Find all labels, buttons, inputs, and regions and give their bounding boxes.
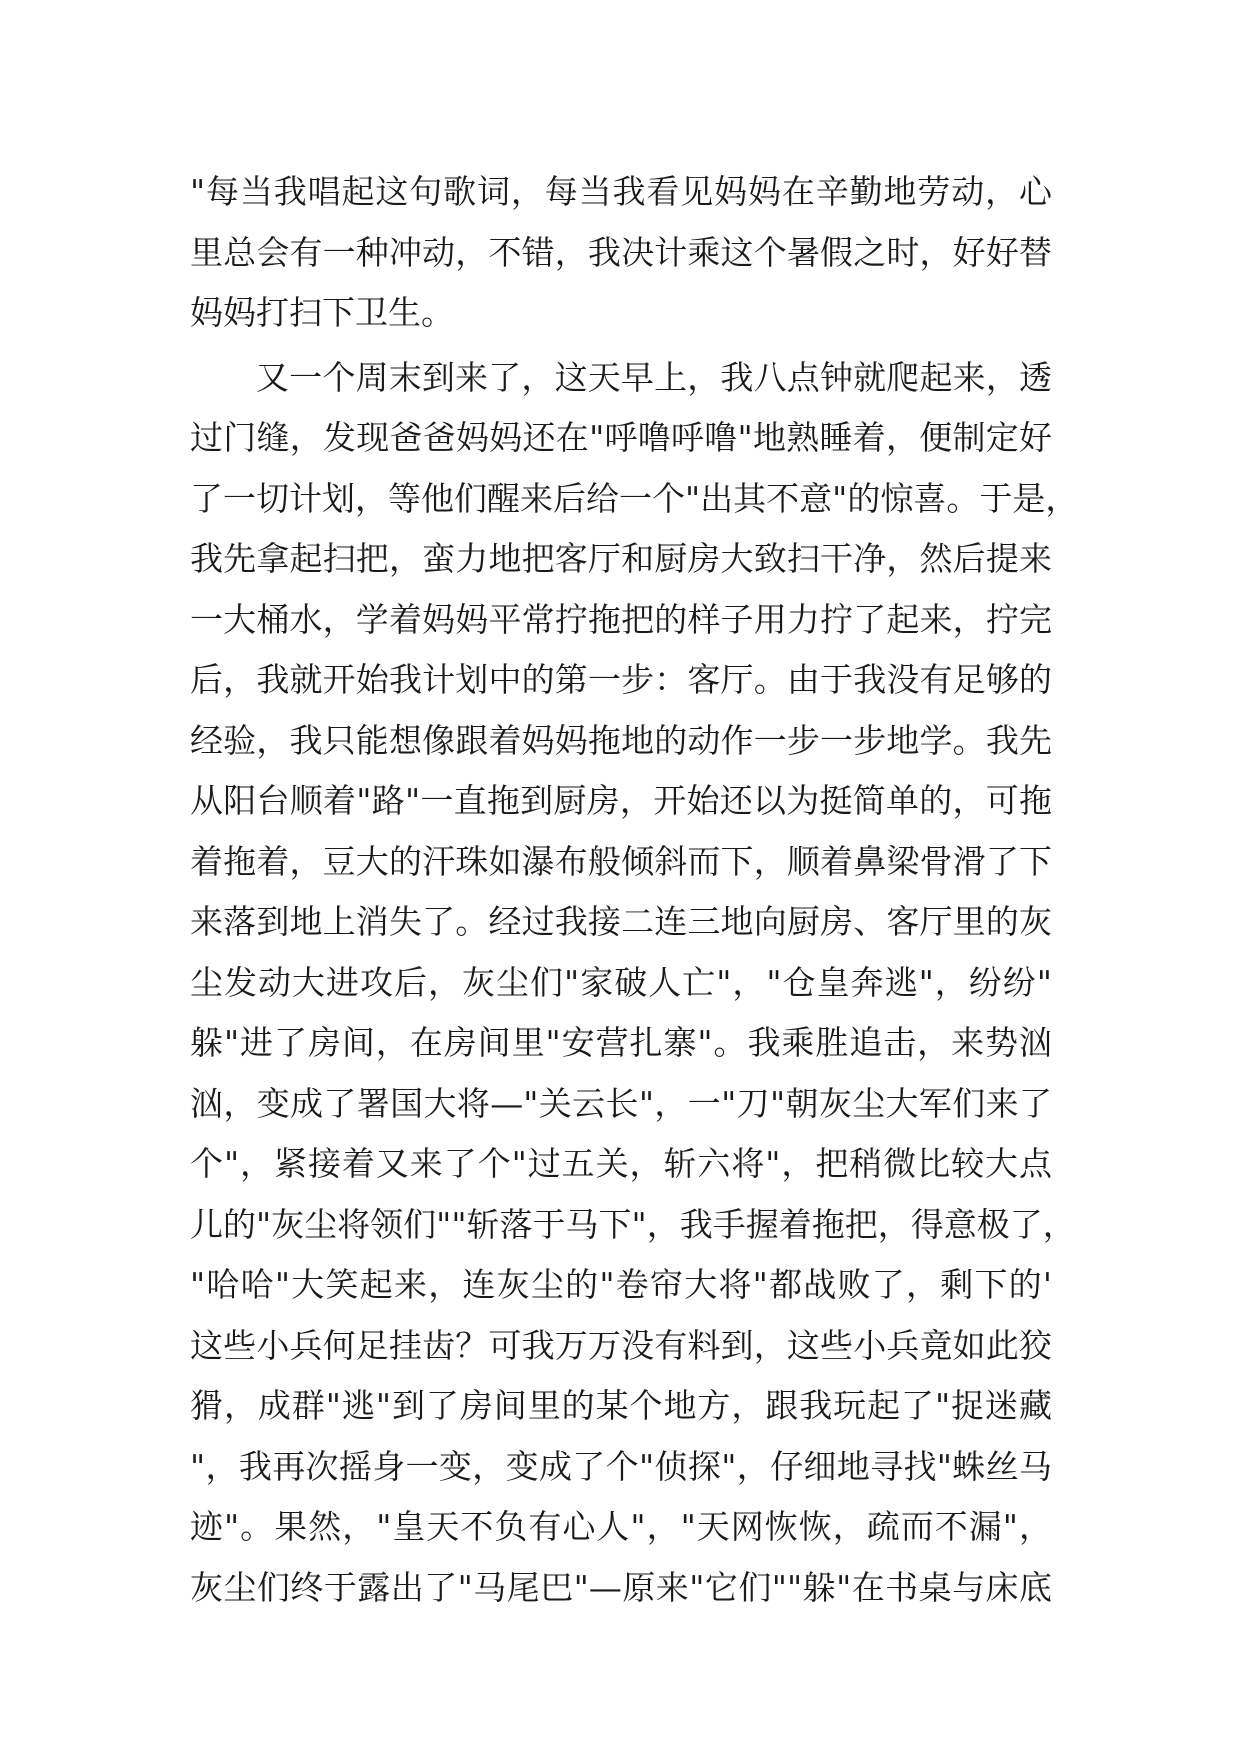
text-line: "，我再次摇身一变，变成了个"侦探"，仔细地寻找"蛛丝马 — [190, 1446, 1052, 1486]
text-line: 汹，变成了署国大将—"关云长"，一"刀"朝灰尘大军们来了 — [190, 1083, 1052, 1123]
paragraph-1 — [190, 162, 1052, 344]
paragraph-2 — [190, 348, 1079, 1619]
text-line: 妈妈打扫下卫生。 — [190, 293, 454, 332]
text-line: 里总会有一种冲动，不错，我决计乘这个暑假之时，好好替 — [190, 232, 1052, 272]
text-line: 着拖着，豆大的汗珠如瀑布般倾斜而下，顺着鼻梁骨滑了下 — [190, 841, 1052, 881]
text-line: 迹"。果然，"皇天不负有心人"，"天网恢恢，疏而不漏"， — [190, 1507, 1052, 1546]
text-line: 经验，我只能想像跟着妈妈拖地的动作一步一步地学。我先 — [190, 720, 1052, 760]
text-line: 猾，成群"逃"到了房间里的某个地方，跟我玩起了"捉迷藏 — [190, 1386, 1052, 1425]
text-line: "每当我唱起这句歌词，每当我看见妈妈在辛勤地劳动，心 — [190, 172, 1052, 211]
text-line: 过门缝，发现爸爸妈妈还在"呼噜呼噜"地熟睡着，便制定好 — [190, 418, 1052, 457]
text-line: 从阳台顺着"路"一直拖到厨房，开始还以为挺简单的，可拖 — [190, 781, 1052, 820]
text-line: 我先拿起扫把，蛮力地把客厅和厨房大致扫干净，然后提来 — [190, 539, 1052, 578]
text-line: 后，我就开始我计划中的第一步：客厅。由于我没有足够的 — [190, 660, 1052, 699]
document-body — [190, 162, 1079, 1618]
text-line: 个"，紧接着又来了个"过五关，斩六将"，把稍微比较大点 — [190, 1144, 1052, 1183]
text-line: 又一个周末到来了，这天早上，我八点钟就爬起来，透 — [256, 357, 1052, 397]
text-line: 尘发动大进攻后，灰尘们"家破人亡"，"仓皇奔逃"，纷纷" — [190, 962, 1052, 1002]
text-line: 这些小兵何足挂齿？可我万万没有料到，这些小兵竟如此狡 — [190, 1325, 1052, 1365]
text-line: 了一切计划，等他们醒来后给一个"出其不意"的惊喜。于是， — [190, 478, 1079, 518]
text-line: 灰尘们终于露出了"马尾巴"—原来"它们""躲"在书桌与床底 — [190, 1567, 1052, 1607]
text-line: "哈哈"大笑起来，连灰尘的"卷帘大将"都战败了，剩下的' — [190, 1265, 1052, 1304]
text-line: 来落到地上消失了。经过我接二连三地向厨房、客厅里的灰 — [190, 902, 1052, 941]
text-line: 躲"进了房间，在房间里"安营扎寨"。我乘胜追击，来势汹 — [190, 1023, 1052, 1062]
text-line: 儿的"灰尘将领们""斩落于马下"，我手握着拖把，得意极了， — [190, 1204, 1076, 1244]
text-line: 一大桶水，学着妈妈平常拧拖把的样子用力拧了起来，拧完 — [190, 599, 1052, 639]
